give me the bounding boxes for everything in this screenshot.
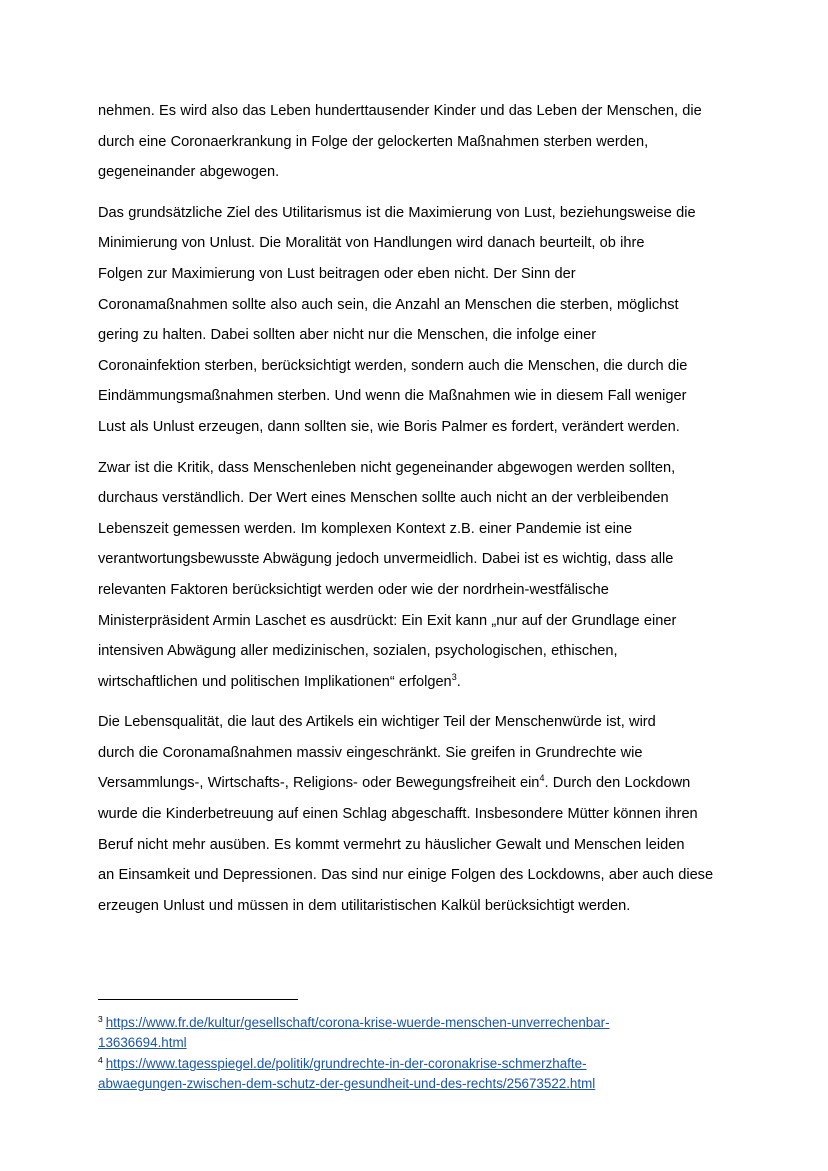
text-line: Folgen zur Maximierung von Lust beitragen oder eben nicht. Der Sinn der xyxy=(98,265,576,282)
text-line-with-footnote xyxy=(98,667,738,698)
footnote-link-4[interactable]: https://www.tagesspiegel.de/politik/grundrechte-in-der-coronakrise-schmerzhafte- xyxy=(105,1056,587,1071)
footnote-4 xyxy=(98,1054,738,1094)
footnote-reference-4: 4 xyxy=(539,773,545,784)
text-fragment: . Durch den Lockdown xyxy=(544,775,691,792)
text-line: Lust als Unlust erzeugen, dann sollten sie, wie Boris Palmer es fordert, verändert werden. xyxy=(98,418,680,435)
footnote-link-4-continuation[interactable]: abwaegungen-zwischen-dem-schutz-der-gesundheit-und-des-rechts/25673522.html xyxy=(98,1076,596,1091)
text-line: intensiven Abwägung aller medizinischen, sozialen, psychologischen, ethischen, xyxy=(98,643,618,660)
body-text xyxy=(98,96,738,931)
text-line: Coronainfektion sterben, berücksichtigt werden, sondern auch die Menschen, die durch die xyxy=(98,357,688,374)
text-line: durchaus verständlich. Der Wert eines Menschen sollte auch nicht an der verbleibenden xyxy=(98,490,669,507)
text-line-with-footnote xyxy=(98,768,738,799)
paragraph-1 xyxy=(98,96,738,188)
text-line: Ministerpräsident Armin Laschet es ausdrückt: Ein Exit kann „nur auf der Grundlage einer xyxy=(98,612,677,629)
text-line: an Einsamkeit und Depressionen. Das sind nur einige Folgen des Lockdowns, aber auch diese xyxy=(98,867,714,884)
text-line: erzeugen Unlust und müssen in dem utilitaristischen Kalkül berücksichtigt werden. xyxy=(98,897,631,914)
text-line: nehmen. Es wird also das Leben hunderttausender Kinder und das Leben der Menschen, die xyxy=(98,103,702,119)
text-line: durch die Coronamaßnahmen massiv eingeschränkt. Sie greifen in Grundrechte wie xyxy=(98,744,643,761)
text-line: relevanten Faktoren berücksichtigt werden oder wie der nordrhein-westfälische xyxy=(98,581,609,598)
text-line: Die Lebensqualität, die laut des Artikels ein wichtiger Teil der Menschenwürde ist, wird xyxy=(98,714,656,731)
text-line: Beruf nicht mehr ausüben. Es kommt vermehrt zu häuslicher Gewalt und Menschen leiden xyxy=(98,836,685,853)
footnote-separator xyxy=(98,999,298,1000)
text-line: verantwortungsbewusste Abwägung jedoch unvermeidlich. Dabei ist es wichtig, dass alle xyxy=(98,551,674,568)
text-line: Coronamaßnahmen sollte also auch sein, die Anzahl an Menschen die sterben, möglichst xyxy=(98,296,679,313)
footnote-link-3-continuation[interactable]: 13636694.html xyxy=(98,1035,187,1050)
paragraph-3 xyxy=(98,453,738,698)
paragraph-4 xyxy=(98,707,738,921)
text-line: Lebenszeit gemessen werden. Im komplexen Kontext z.B. einer Pandemie ist eine xyxy=(98,520,633,537)
footnote-reference-3: 3 xyxy=(451,671,457,682)
footnote-mark: 4 xyxy=(98,1054,103,1065)
text-line: Das grundsätzliche Ziel des Utilitarismus ist die Maximierung von Lust, beziehungsweise die xyxy=(98,204,696,221)
footnote-3 xyxy=(98,1013,738,1053)
text-line: durch eine Coronaerkrankung in Folge der gelockerten Maßnahmen sterben werden, xyxy=(98,133,649,150)
footnotes xyxy=(98,1013,738,1095)
text-line: Zwar ist die Kritik, dass Menschenleben nicht gegeneinander abgewogen werden sollten, xyxy=(98,459,676,476)
footnote-link-3[interactable]: https://www.fr.de/kultur/gesellschaft/corona-krise-wuerde-menschen-unverrechenbar- xyxy=(105,1015,610,1030)
text-fragment: Versammlungs-, Wirtschafts-, Religions- oder Bewegungsfreiheit ein xyxy=(98,775,540,792)
text-line: wurde die Kinderbetreuung auf einen Schlag abgeschafft. Insbesondere Mütter können ihren xyxy=(98,806,698,823)
text-fragment: . xyxy=(456,673,461,690)
text-line: gering zu halten. Dabei sollten aber nicht nur die Menschen, die infolge einer xyxy=(98,327,597,344)
paragraph-2 xyxy=(98,198,738,443)
text-line: Minimierung von Unlust. Die Moralität von Handlungen wird danach beurteilt, ob ihre xyxy=(98,235,645,252)
text-fragment: wirtschaftlichen und politischen Implikationen“ erfolgen xyxy=(98,673,452,690)
text-line: gegeneinander abgewogen. xyxy=(98,164,280,181)
footnote-mark: 3 xyxy=(98,1013,103,1024)
text-line: Eindämmungsmaßnahmen sterben. Und wenn die Maßnahmen wie in diesem Fall weniger xyxy=(98,388,687,405)
